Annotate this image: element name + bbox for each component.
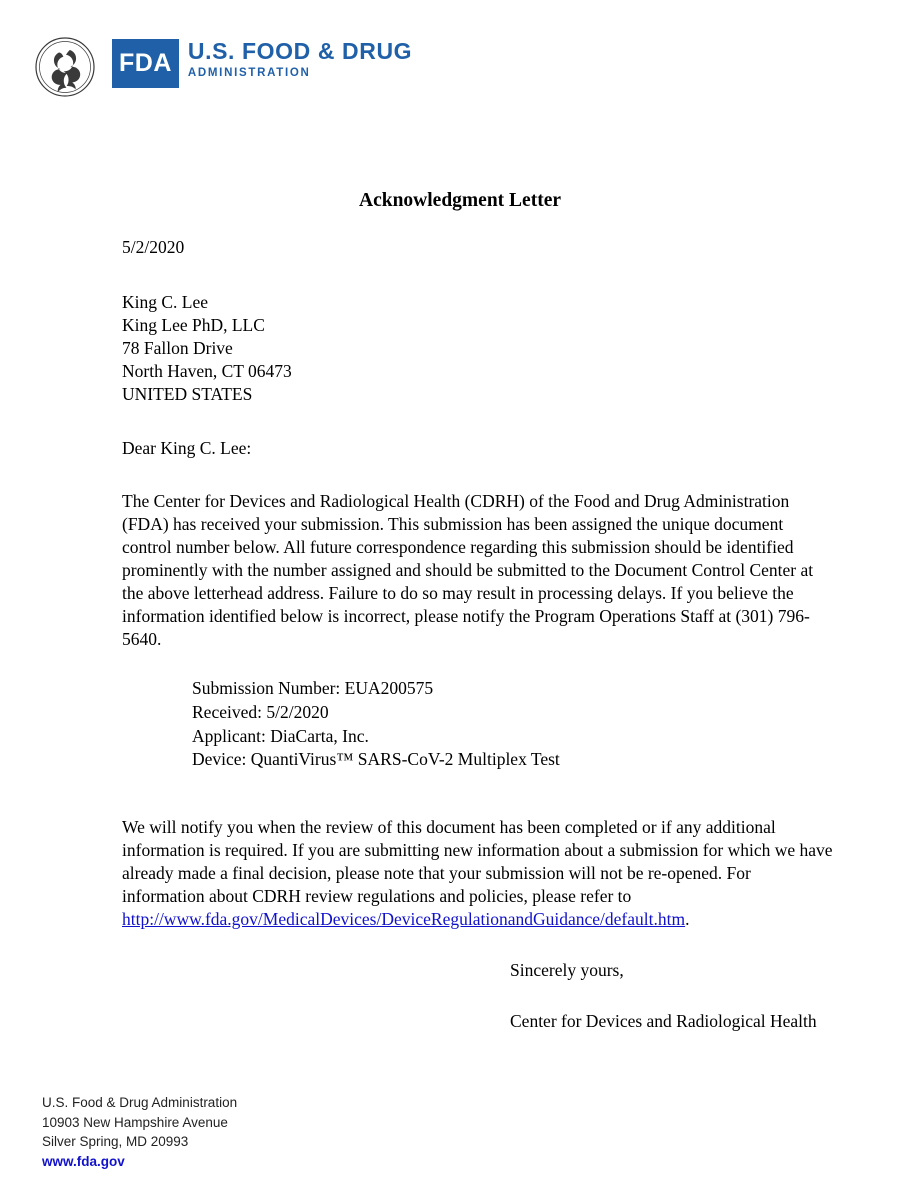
salutation: Dear King C. Lee: (122, 437, 252, 458)
detail-row (192, 677, 834, 701)
cdrh-regulations-link[interactable]: http://www.fda.gov/MedicalDevices/DeviceRegulationandGuidance/default.htm (122, 909, 686, 930)
paragraph-one: The Center for Devices and Radiological Health (CDRH) of the Food and Drug Administration (FDA) has received your submission. This submission has been assigned the unique document control number below. All future correspondence regarding this submission should be identified prominently with the number assigned and should be submitted to the Document Control Center at the above letterhead address. Failure to do so may result in processing delays. If you believe the information identified below is incorrect, please notify the Program Operations Staff at (301) 796-5640. (122, 490, 814, 650)
signature-org: Center for Devices and Radiological Health (510, 1011, 817, 1032)
letterhead (34, 36, 412, 98)
recipient-name: King C. Lee (122, 292, 209, 313)
detail-label: Received: (192, 701, 262, 722)
page-title: Acknowledgment Letter (359, 190, 561, 211)
footer-street: 10903 New Hampshire Avenue (42, 1114, 228, 1130)
page-footer (42, 1093, 237, 1171)
detail-row (192, 701, 834, 725)
detail-value: QuantiVirus™ SARS-CoV-2 Multiplex Test (250, 749, 560, 770)
fda-logo (112, 39, 412, 88)
detail-value: DiaCarta, Inc. (270, 725, 369, 746)
detail-value: EUA200575 (344, 678, 434, 699)
link-trailing-period: . (685, 909, 690, 930)
detail-row (192, 748, 834, 772)
submission-details (192, 677, 834, 772)
paragraph-two (122, 816, 834, 931)
letter-date: 5/2/2020 (122, 237, 185, 257)
signature-block (510, 959, 834, 1033)
detail-label: Device: (192, 749, 247, 770)
detail-row (192, 725, 834, 749)
footer-city-state-zip: Silver Spring, MD 20993 (42, 1134, 189, 1150)
paragraph-two-text: We will notify you when the review of this document has been completed or if any additional information is required. If you are submitting new information about a submission for which we have already made a final decision, please note that your submission will not be re-opened. For information about CDRH review regulations and policies, please refer to (122, 816, 833, 907)
recipient-company: King Lee PhD, LLC (122, 315, 265, 336)
agency-subtitle: ADMINISTRATION (187, 67, 311, 80)
recipient-country: UNITED STATES (122, 384, 253, 405)
fda-badge: FDA (112, 39, 179, 88)
closing-line: Sincerely yours, (510, 960, 624, 981)
detail-label: Applicant: (192, 725, 266, 746)
recipient-city-state-zip: North Haven, CT 06473 (122, 361, 292, 382)
hhs-seal-icon (34, 36, 96, 98)
recipient-address (122, 291, 834, 406)
footer-agency: U.S. Food & Drug Administration (42, 1095, 238, 1110)
footer-website-link[interactable]: www.fda.gov (42, 1153, 125, 1169)
recipient-street: 78 Fallon Drive (122, 338, 233, 359)
detail-label: Submission Number: (192, 678, 341, 699)
letter-body (122, 236, 834, 1033)
detail-value: 5/2/2020 (266, 701, 329, 722)
agency-title: U.S. FOOD & DRUG (187, 38, 413, 64)
